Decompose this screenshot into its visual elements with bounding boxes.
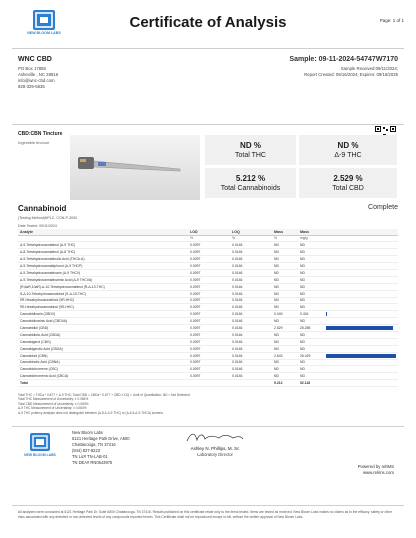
total-row (18, 380, 398, 387)
bar-cell (324, 249, 398, 256)
summary-total-cbd (299, 168, 397, 198)
table-row (18, 318, 398, 325)
bar-cell (324, 263, 398, 270)
lab-line: 6121 Heritage Park Drive, A500 (72, 436, 130, 441)
footnote-line: Total THC = THCa * 0.877 + Δ-9 THC; Total CBD = CBDa * 0.877 + CBD; LOQ = Limit of Quantitation; ND = Not Detected. (18, 393, 191, 397)
total-percent: 5.212 (272, 380, 298, 387)
table-row (18, 373, 398, 380)
unit-cell: mg/g (298, 235, 324, 242)
bar-cell (324, 304, 398, 311)
mass-percent: ND (272, 338, 298, 345)
lod-value: 0.0097 (188, 373, 230, 380)
mass-mg-g: 0.404 (298, 311, 324, 318)
table-row (18, 331, 398, 338)
loq-value: 0.0146 (230, 242, 272, 249)
summary-delta9-thc (299, 135, 397, 165)
loq-value: 0.0146 (230, 249, 272, 256)
lod-value: 0.0097 (188, 325, 230, 332)
analyte-name: 9S-Hexahydrocannabinol (9S-HHC) (18, 304, 188, 311)
mass-mg-g: ND (298, 366, 324, 373)
lod-value: 0.0097 (188, 283, 230, 290)
mass-percent: ND (272, 304, 298, 311)
mass-mg-g: ND (298, 283, 324, 290)
analyte-name: Δ-9-Tetrahydrocannabinolic Acid (THCA-A) (18, 256, 188, 263)
product-name: CBD:CBN Tincture (18, 131, 63, 137)
divider (12, 48, 404, 49)
lod-value: 0.0097 (188, 318, 230, 325)
bar-cell (324, 269, 398, 276)
loq-value: 0.0146 (230, 338, 272, 345)
table-row (18, 283, 398, 290)
bar-cell (324, 325, 398, 332)
summary-value: ND % (337, 141, 359, 150)
mass-percent: ND (272, 318, 298, 325)
client-address-line: Asheville , NC 28816 (18, 72, 59, 77)
loq-value: 0.0146 (230, 304, 272, 311)
mass-percent: ND (272, 276, 298, 283)
summary-value: ND % (240, 141, 261, 150)
mass-mg-g: ND (298, 256, 324, 263)
sample-received: Sample Received:09/11/2024; (340, 66, 398, 71)
analyte-name: Cannabigerolic Acid (CBGA) (18, 345, 188, 352)
lod-value: 0.0097 (188, 359, 230, 366)
lod-value: 0.0097 (188, 276, 230, 283)
mass-mg-g: ND (298, 338, 324, 345)
mass-percent: 2.643 (272, 352, 298, 359)
column-header: Mass (298, 229, 324, 235)
bar-cell (324, 318, 398, 325)
summary-total-thc (205, 135, 296, 165)
table-row (18, 263, 398, 270)
footnote-line: Total CBD Measurement of Uncertainty: ± 0.084% (18, 401, 89, 406)
table-row (18, 242, 398, 249)
bar-cell (324, 256, 398, 263)
loq-value: 0.0146 (230, 269, 272, 276)
powered-link[interactable]: www.relims.com (362, 470, 394, 475)
analyte-name: Cannabidiolic Acid (CBDA) (18, 331, 188, 338)
bar-cell (324, 283, 398, 290)
lab-line: TN DEA# RN0543975 (72, 460, 113, 465)
lod-value: 0.0097 (188, 297, 230, 304)
logo-text: NEW BLOOM LABS (27, 31, 61, 35)
testing-method: (Testing Method)HPLC, CON-P-3000 (18, 216, 78, 220)
mass-percent: ND (272, 242, 298, 249)
total-label: Total (18, 380, 188, 387)
lab-line: TN Lic# TN-LAB-01 (72, 454, 108, 459)
loq-value: 0.0146 (230, 318, 272, 325)
table-row (18, 311, 398, 318)
analyte-name: Cannabichromenic Acid (CBCA) (18, 373, 188, 380)
lod-value: 0.0097 (188, 338, 230, 345)
concentration-bar (326, 312, 327, 316)
table-row (18, 325, 398, 332)
analyte-name: Cannabidivarinic Acid (CBDVA) (18, 318, 188, 325)
signer-name: Ashley N. Phillips, M. Sc (190, 446, 240, 451)
concentration-bar (326, 326, 393, 330)
unit-cell: % (188, 235, 230, 242)
loq-value: 0.0146 (230, 276, 272, 283)
mass-mg-g: ND (298, 263, 324, 270)
status-badge: Complete (368, 204, 398, 211)
mass-percent: ND (272, 366, 298, 373)
analyte-name: Δ-9-Tetrahydrocannabiphorol (Δ-9 THCP) (18, 263, 188, 270)
client-name: WNC CBD (18, 56, 52, 63)
mass-percent: 2.529 (272, 325, 298, 332)
mass-mg-g: ND (298, 304, 324, 311)
bar-cell (324, 373, 398, 380)
table-row (18, 338, 398, 345)
client-address-line: PO Box 17865 (18, 66, 46, 71)
mass-mg-g: ND (298, 242, 324, 249)
summary-label: Δ-9 THC (334, 152, 362, 159)
product-info (18, 131, 62, 145)
empty-cell (230, 380, 272, 387)
coa-header (12, 10, 404, 40)
powered-by (358, 464, 394, 476)
mass-mg-g: ND (298, 297, 324, 304)
column-header: Analyte (18, 229, 188, 235)
mass-mg-g: ND (298, 269, 324, 276)
analyte-name: 9R-Hexahydrocannabinol (9R-HHC) (18, 297, 188, 304)
lod-value: 0.0097 (188, 269, 230, 276)
logo-mark-icon (30, 433, 50, 451)
table-row (18, 269, 398, 276)
loq-value: 0.0146 (230, 359, 272, 366)
table-row (18, 290, 398, 297)
summary-label: Total CBD (332, 185, 364, 192)
bar-cell (324, 366, 398, 373)
bar-cell (324, 297, 398, 304)
results-body (18, 235, 398, 387)
mass-percent: ND (272, 249, 298, 256)
lod-value: 0.0097 (188, 290, 230, 297)
analyte-name: Cannabidivarin (CBDV) (18, 311, 188, 318)
bar-cell (324, 359, 398, 366)
lod-value: 0.0097 (188, 263, 230, 270)
unit-cell (324, 235, 398, 242)
unit-cell (18, 235, 188, 242)
footnotes (18, 393, 398, 415)
analyte-name: Δ-9-Tetrahydrocannabivarinic Acid (Δ-9 THCVA) (18, 276, 188, 283)
summary-value: 2.529 % (333, 174, 363, 183)
mass-percent: ND (272, 290, 298, 297)
logo-text: NEW BLOOM LABS (24, 453, 56, 457)
mass-percent: ND (272, 297, 298, 304)
table-row (18, 366, 398, 373)
analyte-name: Cannabichromene (CBC) (18, 366, 188, 373)
lab-line: Chattanooga, TN 37416 (72, 442, 116, 447)
mass-mg-g: 25.285 (298, 325, 324, 332)
mass-percent: ND (272, 269, 298, 276)
analyte-name: (R,6aR,10aR)-Δ-10-Tetrahydrocannabinol (R-Δ-10-THC) (18, 283, 188, 290)
table-row (18, 297, 398, 304)
loq-value: 0.0146 (230, 331, 272, 338)
bar-cell (324, 345, 398, 352)
sample-id: Sample: 09-11-2024-54747W7170 (289, 56, 398, 63)
empty-cell (324, 380, 398, 387)
loq-value: 0.0146 (230, 263, 272, 270)
mass-mg-g: ND (298, 331, 324, 338)
table-row (18, 359, 398, 366)
lod-value: 0.0097 (188, 345, 230, 352)
lod-value: 0.0097 (188, 256, 230, 263)
analyte-name: S-Δ-10-Tetrahydrocannabinol (S-Δ-10-THC) (18, 290, 188, 297)
loq-value: 0.0146 (230, 366, 272, 373)
client-info (18, 56, 168, 90)
loq-value: 0.0146 (230, 283, 272, 290)
lab-line: New Bloom Labs (72, 430, 103, 435)
page-title: Certificate of Analysis (129, 14, 287, 31)
mass-mg-g: ND (298, 249, 324, 256)
signer-role: Laboratory Director (197, 452, 233, 457)
page-number: Page: 1 of 1 (379, 18, 404, 23)
column-header: LOQ (230, 229, 272, 235)
lab-line: (844) 827-8223 (72, 448, 100, 453)
table-row (18, 304, 398, 311)
sample-photo (70, 135, 200, 200)
bar-cell (324, 331, 398, 338)
bar-cell (324, 352, 398, 359)
column-header: Mass (272, 229, 298, 235)
sample-info (178, 56, 398, 78)
mass-mg-g: ND (298, 290, 324, 297)
mass-percent: ND (272, 263, 298, 270)
footer-logo (20, 433, 60, 463)
analyte-name: Cannabinolic Acid (CBNA) (18, 359, 188, 366)
column-header: LOD (188, 229, 230, 235)
summary-value: 5.212 % (235, 174, 266, 183)
summary-label: Total THC (235, 152, 266, 159)
date-tested: Date Tested: 09/11/2024 (18, 224, 57, 228)
concentration-bar (326, 354, 396, 358)
table-row (18, 352, 398, 359)
mass-percent: ND (272, 345, 298, 352)
loq-value: 0.0146 (230, 311, 272, 318)
summary-total-cannabinoids (205, 168, 296, 198)
empty-cell (188, 380, 230, 387)
mass-percent: ND (272, 331, 298, 338)
lod-value: 0.0097 (188, 249, 230, 256)
analyte-name: Δ-9-Tetrahydrocannabivarin (Δ-9 THCV) (18, 269, 188, 276)
footnote-line: Total THC Measurement of Uncertainty: ± 0.084% (18, 397, 89, 402)
cannabinoid-section-header (18, 204, 398, 229)
mass-mg-g: ND (298, 359, 324, 366)
analyte-name: Δ-9-Tetrahydrocannabinol (Δ-9 THC) (18, 242, 188, 249)
loq-value: 0.0146 (230, 297, 272, 304)
bar-cell (324, 311, 398, 318)
mass-percent: ND (272, 373, 298, 380)
mass-percent: ND (272, 256, 298, 263)
unit-cell: % (230, 235, 272, 242)
table-row (18, 276, 398, 283)
divider (12, 124, 404, 125)
lod-value: 0.0097 (188, 242, 230, 249)
loq-value: 0.0146 (230, 352, 272, 359)
lod-value: 0.0097 (188, 304, 230, 311)
lod-value: 0.0097 (188, 311, 230, 318)
disclaimer: All analyses were conducted at 6121 Heritage Park Dr. Suite A500 Chattanooga, TN 37416. Results published on this certificate relate only to the items tested. Items are tested as received. New Bloom Labs makes no claims as to the efficacy, safety or other risks associated with any detected or non-detected levels of any compounds reported herein. This Certificate shall not be reproduced except in full, without the written approval of New Bloom Labs. (18, 510, 393, 519)
powered-text: Powered by relIMS (357, 464, 394, 469)
analyte-name: Cannabinol (CBN) (18, 352, 188, 359)
analyte-name: Δ-8-Tetrahydrocannabinol (Δ-8 THC) (18, 249, 188, 256)
signature-block (160, 430, 270, 457)
loq-value: 0.0146 (230, 256, 272, 263)
divider (12, 426, 404, 427)
product-type: Ingestible tincture (18, 140, 50, 145)
bar-cell (324, 276, 398, 283)
summary-label: Total Cannabinoids (220, 185, 281, 192)
bar-cell (324, 242, 398, 249)
loq-value: 0.0146 (230, 373, 272, 380)
mass-percent: ND (272, 283, 298, 290)
mass-mg-g: ND (298, 276, 324, 283)
table-row (18, 249, 398, 256)
loq-value: 0.0146 (230, 345, 272, 352)
analyte-name: Cannabidiol (CBD) (18, 325, 188, 332)
results-table (18, 229, 398, 387)
table-row (18, 345, 398, 352)
loq-value: 0.0146 (230, 290, 272, 297)
lod-value: 0.0097 (188, 352, 230, 359)
loq-value: 0.0146 (230, 325, 272, 332)
divider (12, 505, 404, 506)
mass-mg-g: 26.429 (298, 352, 324, 359)
client-phone: 828-329-5835 (18, 84, 45, 89)
table-row (18, 256, 398, 263)
client-email: info@wnc-cbd.com (18, 78, 55, 83)
signature-image (160, 430, 270, 444)
mass-mg-g: ND (298, 318, 324, 325)
mass-mg-g: ND (298, 373, 324, 380)
unit-cell: % (272, 235, 298, 242)
mass-mg-g: ND (298, 345, 324, 352)
footnote-line: Δ-9 THC Measurement of Uncertainty: ± 0.084% (18, 406, 87, 411)
mass-percent: ND (272, 359, 298, 366)
units-row (18, 235, 398, 242)
bar-cell (324, 290, 398, 297)
bar-cell (324, 338, 398, 345)
total-mg-g: 52.118 (298, 380, 324, 387)
report-dates: Report Created: 09/16/2024; Expires: 09/16/2025 (304, 72, 398, 77)
footnote-line: Δ-9 THC potency analysis does not distinguish between (Δ-8 & Δ-9 THC) or (Δ-8 & Δ-9 THCA) isomers (18, 410, 163, 415)
lod-value: 0.0097 (188, 331, 230, 338)
mass-percent: 0.040 (272, 311, 298, 318)
analyte-name: Cannabigerol (CBG) (18, 338, 188, 345)
lod-value: 0.0097 (188, 366, 230, 373)
section-title: Cannabinoid (18, 204, 67, 213)
